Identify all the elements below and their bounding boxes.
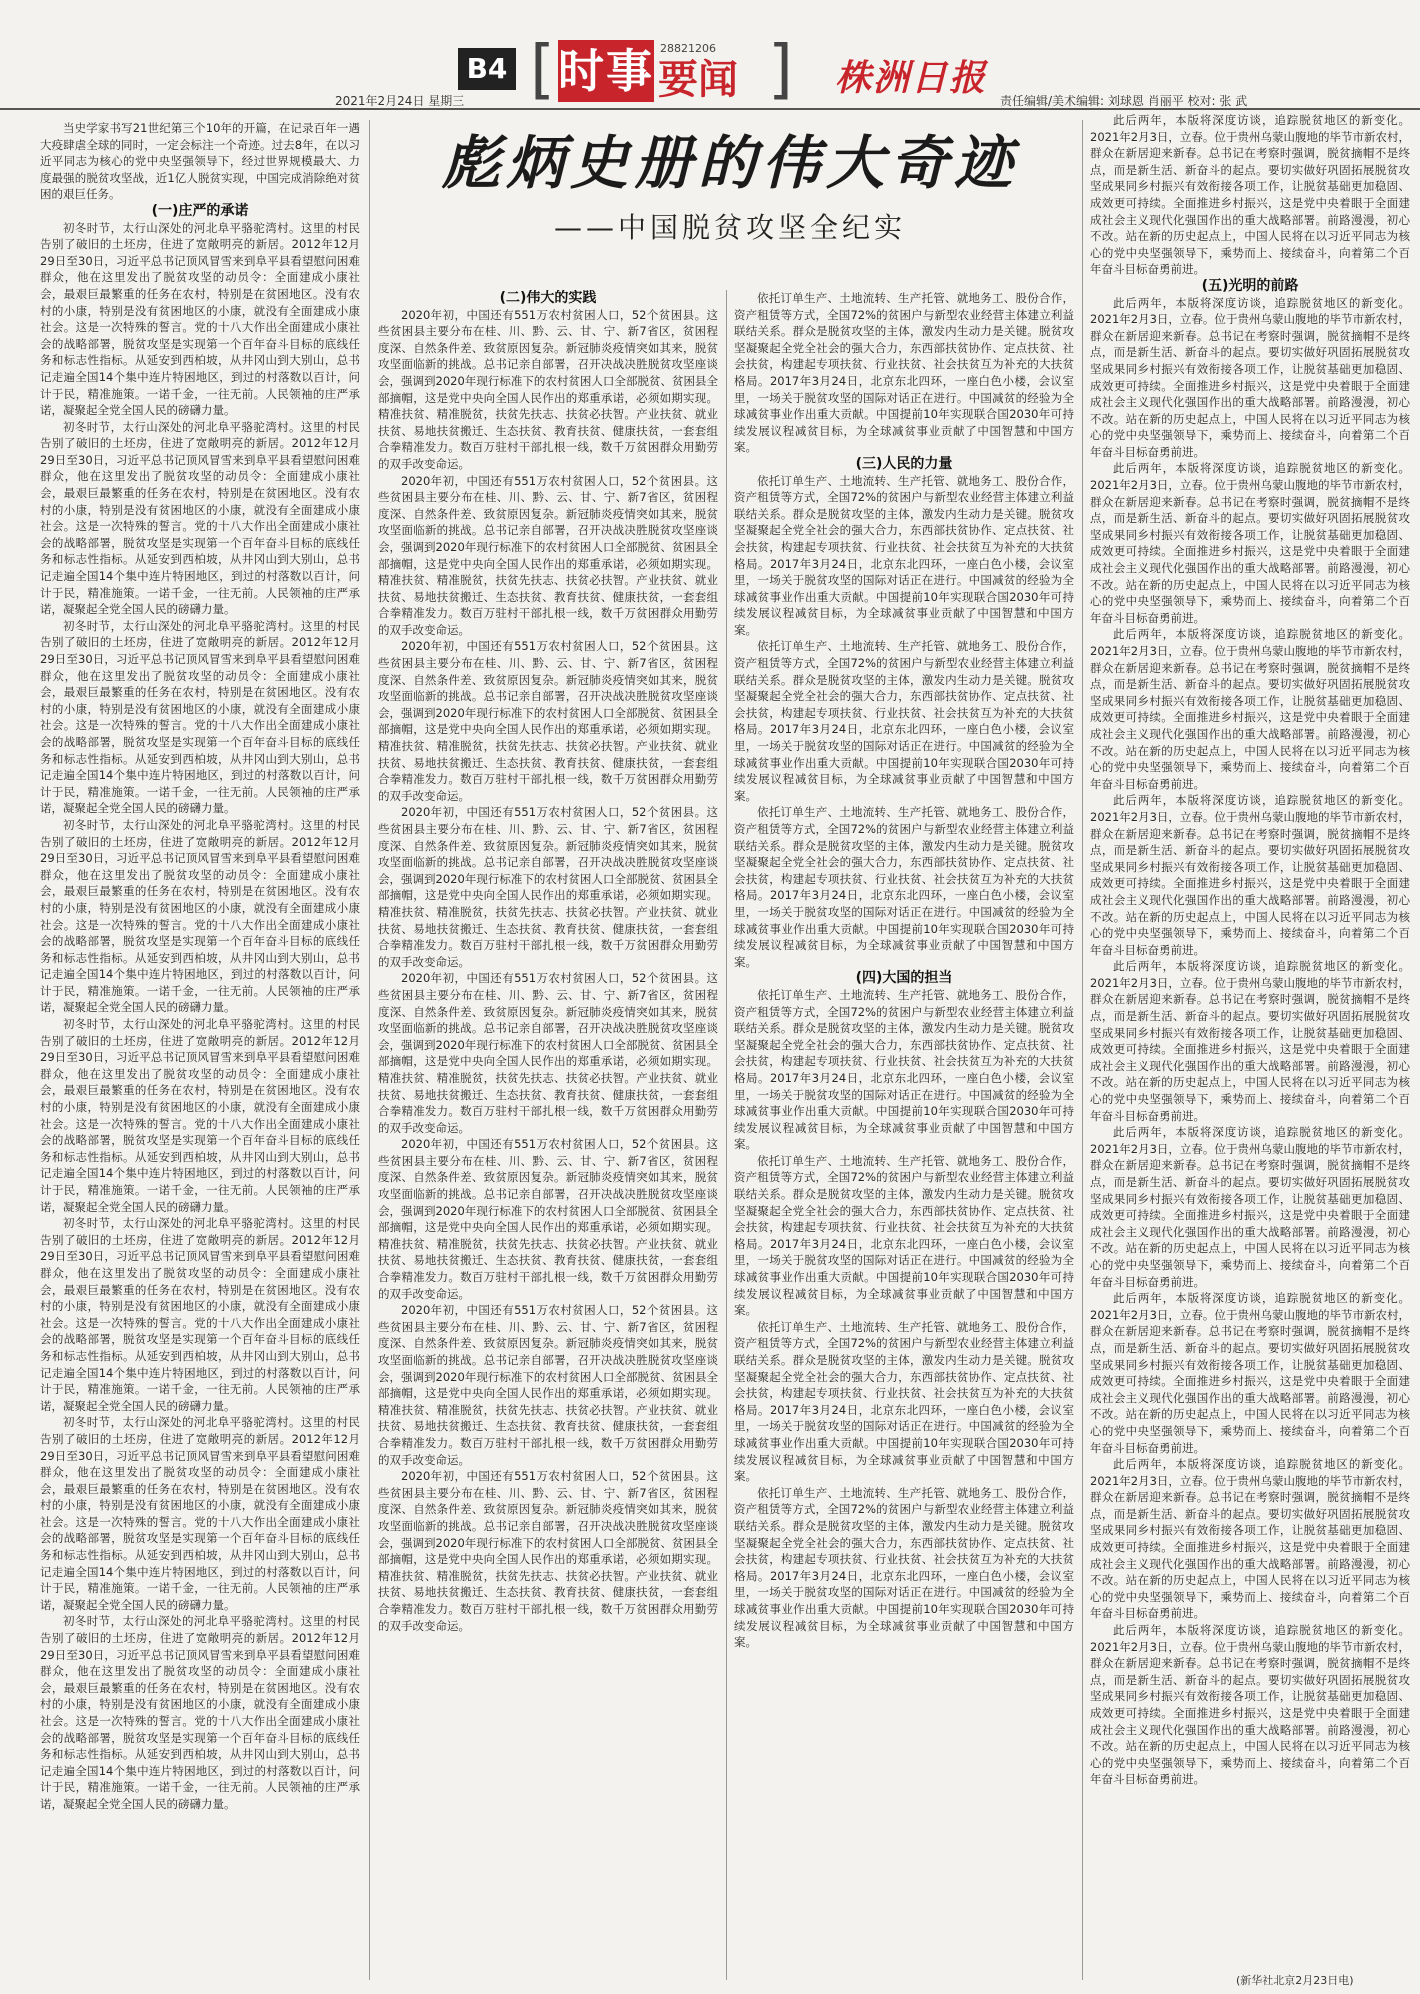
intro-paragraph: 当史学家书写21世纪第三个10年的开篇，在记录百年一遇大疫肆虐全球的同时，一定会标注一个奇迹。过去8年，在以习近平同志为核心的党中央坚强领导下，经过世界规模最大、力度最强的脱贫攻坚战，近1亿人脱贫实现，中国完成消除绝对贫困的艰巨任务。 [40, 121, 360, 202]
byline: (新华社北京2月23日电) [1236, 1974, 1354, 1987]
body-text: 2020年初，中国还有551万农村贫困人口，52个贫困县。这些贫困县主要分布在桂、川、黔、云、甘、宁、新7省区，贫困程度深、自然条件差、致贫原因复杂。新冠肺炎疫情突如其来，脱贫攻坚面临新的挑战。总书记亲自部署，召开决战决胜脱贫攻坚座谈会，强调到2020年现行标准下的农村贫困人口全部脱贫、贫困县全部摘帽，这是党中央向全国人民作出的郑重承诺，必须如期实现。精准扶贫、精准脱贫，扶贫先扶志、扶贫必扶智。产业扶贫、就业扶贫、易地扶贫搬迁、生态扶贫、教育扶贫、健康扶贫，一套套组合拳精准发力。数百万驻村干部扎根一线，数千万贫困群众用勤劳的双手改变命运。 [378, 307, 718, 471]
article-column-1 [40, 120, 360, 1980]
page-number: B4 [458, 48, 516, 90]
body-text: 此后两年，本版将深度访谈，追踪脱贫地区的新变化。2021年2月3日，立春。位于贵州乌蒙山腹地的毕节市新农村，群众在新居迎来新春。总书记在考察时强调，脱贫摘帽不是终点，而是新生活、新奋斗的起点。要切实做好巩固拓展脱贫攻坚成果同乡村振兴有效衔接各项工作，让脱贫基础更加稳固、成效更可持续。全面推进乡村振兴，这是党中央着眼于全面建成社会主义现代化强国作出的重大战略部署。前路漫漫，初心不改。站在新的历史起点上，中国人民将在以习近平同志为核心的党中央坚强领导下，乘势而上、接续奋斗，向着第二个百年奋斗目标奋勇前进。 [1090, 461, 1410, 625]
body-text: 初冬时节，太行山深处的河北阜平骆驼湾村。这里的村民告别了破旧的土坯房，住进了宽敞明亮的新居。2012年12月29日至30日，习近平总书记顶风冒雪来到阜平县看望慰问困难群众，他在这里发出了脱贫攻坚的动员令：全面建成小康社会，最艰巨最繁重的任务在农村，特别是在贫困地区。没有农村的小康，特别是没有贫困地区的小康，就没有全面建成小康社会。这是一次特殊的誓言。党的十八大作出全面建成小康社会的战略部署，脱贫攻坚是实现第一个百年奋斗目标的底线任务和标志性指标。从延安到西柏坡，从井冈山到大别山，总书记走遍全国14个集中连片特困地区，到过的村落数以百计，问计于民，精准施策。一诺千金，一往无前。人民领袖的庄严承诺，凝聚起全党全国人民的磅礴力量。 [40, 419, 360, 617]
column-divider [369, 120, 370, 1980]
body-text: 初冬时节，太行山深处的河北阜平骆驼湾村。这里的村民告别了破旧的土坯房，住进了宽敞明亮的新居。2012年12月29日至30日，习近平总书记顶风冒雪来到阜平县看望慰问困难群众，他在这里发出了脱贫攻坚的动员令：全面建成小康社会，最艰巨最繁重的任务在农村，特别是在贫困地区。没有农村的小康，特别是没有贫困地区的小康，就没有全面建成小康社会。这是一次特殊的誓言。党的十八大作出全面建成小康社会的战略部署，脱贫攻坚是实现第一个百年奋斗目标的底线任务和标志性指标。从延安到西柏坡，从井冈山到大别山，总书记走遍全国14个集中连片特困地区，到过的村落数以百计，问计于民，精准施策。一诺千金，一往无前。人民领袖的庄严承诺，凝聚起全党全国人民的磅礴力量。 [40, 817, 360, 1015]
column-divider [1082, 120, 1083, 1980]
body-text: 初冬时节，太行山深处的河北阜平骆驼湾村。这里的村民告别了破旧的土坯房，住进了宽敞明亮的新居。2012年12月29日至30日，习近平总书记顶风冒雪来到阜平县看望慰问困难群众，他在这里发出了脱贫攻坚的动员令：全面建成小康社会，最艰巨最繁重的任务在农村，特别是在贫困地区。没有农村的小康，特别是没有贫困地区的小康，就没有全面建成小康社会。这是一次特殊的誓言。党的十八大作出全面建成小康社会的战略部署，脱贫攻坚是实现第一个百年奋斗目标的底线任务和标志性指标。从延安到西柏坡，从井冈山到大别山，总书记走遍全国14个集中连片特困地区，到过的村落数以百计，问计于民，精准施策。一诺千金，一往无前。人民领袖的庄严承诺，凝聚起全党全国人民的磅礴力量。 [40, 220, 360, 418]
section-heading-1: (一)庄严的承诺 [151, 202, 249, 219]
body-text: 初冬时节，太行山深处的河北阜平骆驼湾村。这里的村民告别了破旧的土坯房，住进了宽敞明亮的新居。2012年12月29日至30日，习近平总书记顶风冒雪来到阜平县看望慰问困难群众，他在这里发出了脱贫攻坚的动员令：全面建成小康社会，最艰巨最繁重的任务在农村，特别是在贫困地区。没有农村的小康，特别是没有贫困地区的小康，就没有全面建成小康社会。这是一次特殊的誓言。党的十八大作出全面建成小康社会的战略部署，脱贫攻坚是实现第一个百年奋斗目标的底线任务和标志性指标。从延安到西柏坡，从井冈山到大别山，总书记走遍全国14个集中连片特困地区，到过的村落数以百计，问计于民，精准施策。一诺千金，一往无前。人民领袖的庄严承诺，凝聚起全党全国人民的磅礴力量。 [40, 618, 360, 816]
body-text: 此后两年，本版将深度访谈，追踪脱贫地区的新变化。2021年2月3日，立春。位于贵州乌蒙山腹地的毕节市新农村，群众在新居迎来新春。总书记在考察时强调，脱贫摘帽不是终点，而是新生活、新奋斗的起点。要切实做好巩固拓展脱贫攻坚成果同乡村振兴有效衔接各项工作，让脱贫基础更加稳固、成效更可持续。全面推进乡村振兴，这是党中央着眼于全面建成社会主义现代化强国作出的重大战略部署。前路漫漫，初心不改。站在新的历史起点上，中国人民将在以习近平同志为核心的党中央坚强领导下，乘势而上、接续奋斗，向着第二个百年奋斗目标奋勇前进。 [1090, 793, 1410, 957]
section-heading-3: (三)人民的力量 [855, 455, 953, 472]
body-text: 初冬时节，太行山深处的河北阜平骆驼湾村。这里的村民告别了破旧的土坯房，住进了宽敞明亮的新居。2012年12月29日至30日，习近平总书记顶风冒雪来到阜平县看望慰问困难群众，他在这里发出了脱贫攻坚的动员令：全面建成小康社会，最艰巨最繁重的任务在农村，特别是在贫困地区。没有农村的小康，特别是没有贫困地区的小康，就没有全面建成小康社会。这是一次特殊的誓言。党的十八大作出全面建成小康社会的战略部署，脱贫攻坚是实现第一个百年奋斗目标的底线任务和标志性指标。从延安到西柏坡，从井冈山到大别山，总书记走遍全国14个集中连片特困地区，到过的村落数以百计，问计于民，精准施策。一诺千金，一往无前。人民领袖的庄严承诺，凝聚起全党全国人民的磅礴力量。 [40, 1614, 360, 1811]
right-bracket-ornament: ] [768, 33, 793, 107]
body-text: 2020年初，中国还有551万农村贫困人口，52个贫困县。这些贫困县主要分布在桂、川、黔、云、甘、宁、新7省区，贫困程度深、自然条件差、致贫原因复杂。新冠肺炎疫情突如其来，脱贫攻坚面临新的挑战。总书记亲自部署，召开决战决胜脱贫攻坚座谈会，强调到2020年现行标准下的农村贫困人口全部脱贫、贫困县全部摘帽，这是党中央向全国人民作出的郑重承诺，必须如期实现。精准扶贫、精准脱贫，扶贫先扶志、扶贫必扶智。产业扶贫、就业扶贫、易地扶贫搬迁、生态扶贫、教育扶贫、健康扶贫，一套套组合拳精准发力。数百万驻村干部扎根一线，数千万贫困群众用勤劳的双手改变命运。 [378, 473, 718, 637]
body-text: 初冬时节，太行山深处的河北阜平骆驼湾村。这里的村民告别了破旧的土坯房，住进了宽敞明亮的新居。2012年12月29日至30日，习近平总书记顶风冒雪来到阜平县看望慰问困难群众，他在这里发出了脱贫攻坚的动员令：全面建成小康社会，最艰巨最繁重的任务在农村，特别是在贫困地区。没有农村的小康，特别是没有贫困地区的小康，就没有全面建成小康社会。这是一次特殊的誓言。党的十八大作出全面建成小康社会的战略部署，脱贫攻坚是实现第一个百年奋斗目标的底线任务和标志性指标。从延安到西柏坡，从井冈山到大别山，总书记走遍全国14个集中连片特困地区，到过的村落数以百计，问计于民，精准施策。一诺千金，一往无前。人民领袖的庄严承诺，凝聚起全党全国人民的磅礴力量。 [40, 1415, 360, 1612]
body-text: 此后两年，本版将深度访谈，追踪脱贫地区的新变化。2021年2月3日，立春。位于贵州乌蒙山腹地的毕节市新农村，群众在新居迎来新春。总书记在考察时强调，脱贫摘帽不是终点，而是新生活、新奋斗的起点。要切实做好巩固拓展脱贫攻坚成果同乡村振兴有效衔接各项工作，让脱贫基础更加稳固、成效更可持续。全面推进乡村振兴，这是党中央着眼于全面建成社会主义现代化强国作出的重大战略部署。前路漫漫，初心不改。站在新的历史起点上，中国人民将在以习近平同志为核心的党中央坚强领导下，乘势而上、接续奋斗，向着第二个百年奋斗目标奋勇前进。 [1090, 627, 1410, 791]
section-phone: 28821206 [660, 42, 716, 55]
article-column-4 [1090, 112, 1410, 1980]
body-text: 2020年初，中国还有551万农村贫困人口，52个贫困县。这些贫困县主要分布在桂、川、黔、云、甘、宁、新7省区，贫困程度深、自然条件差、致贫原因复杂。新冠肺炎疫情突如其来，脱贫攻坚面临新的挑战。总书记亲自部署，召开决战决胜脱贫攻坚座谈会，强调到2020年现行标准下的农村贫困人口全部脱贫、贫困县全部摘帽，这是党中央向全国人民作出的郑重承诺，必须如期实现。精准扶贫、精准脱贫，扶贫先扶志、扶贫必扶智。产业扶贫、就业扶贫、易地扶贫搬迁、生态扶贫、教育扶贫、健康扶贫，一套套组合拳精准发力。数百万驻村干部扎根一线，数千万贫困群众用勤劳的双手改变命运。 [378, 805, 718, 969]
body-text: 此后两年，本版将深度访谈，追踪脱贫地区的新变化。2021年2月3日，立春。位于贵州乌蒙山腹地的毕节市新农村，群众在新居迎来新春。总书记在考察时强调，脱贫摘帽不是终点，而是新生活、新奋斗的起点。要切实做好巩固拓展脱贫攻坚成果同乡村振兴有效衔接各项工作，让脱贫基础更加稳固、成效更可持续。全面推进乡村振兴，这是党中央着眼于全面建成社会主义现代化强国作出的重大战略部署。前路漫漫，初心不改。站在新的历史起点上，中国人民将在以习近平同志为核心的党中央坚强领导下，乘势而上、接续奋斗，向着第二个百年奋斗目标奋勇前进。 [1090, 1457, 1410, 1621]
body-text: 依托订单生产、土地流转、生产托管、就地务工、股份合作，资产租赁等方式，全国72%的贫困户与新型农业经营主体建立利益联结关系。群众是脱贫攻坚的主体，激发内生动力是关键。脱贫攻坚凝聚起全党全社会的强大合力，东西部扶贫协作、定点扶贫、社会扶贫，构建起专项扶贫、行业扶贫、社会扶贫互为补充的大扶贫格局。2017年3月24日，北京东北四环，一座白色小楼，会议室里，一场关于脱贫攻坚的国际对话正在进行。中国减贫的经验为全球减贫事业作出重大贡献。中国提前10年实现联合国2030年可持续发展议程减贫目标，为全球减贫事业贡献了中国智慧和中国方案。 [734, 1485, 1074, 1650]
body-text: 2020年初，中国还有551万农村贫困人口，52个贫困县。这些贫困县主要分布在桂、川、黔、云、甘、宁、新7省区，贫困程度深、自然条件差、致贫原因复杂。新冠肺炎疫情突如其来，脱贫攻坚面临新的挑战。总书记亲自部署，召开决战决胜脱贫攻坚座谈会，强调到2020年现行标准下的农村贫困人口全部脱贫、贫困县全部摘帽，这是党中央向全国人民作出的郑重承诺，必须如期实现。精准扶贫、精准脱贫，扶贫先扶志、扶贫必扶智。产业扶贫、就业扶贫、易地扶贫搬迁、生态扶贫、教育扶贫、健康扶贫，一套套组合拳精准发力。数百万驻村干部扎根一线，数千万贫困群众用勤劳的双手改变命运。 [378, 639, 718, 803]
body-text: 此后两年，本版将深度访谈，追踪脱贫地区的新变化。2021年2月3日，立春。位于贵州乌蒙山腹地的毕节市新农村，群众在新居迎来新春。总书记在考察时强调，脱贫摘帽不是终点，而是新生活、新奋斗的起点。要切实做好巩固拓展脱贫攻坚成果同乡村振兴有效衔接各项工作，让脱贫基础更加稳固、成效更可持续。全面推进乡村振兴，这是党中央着眼于全面建成社会主义现代化强国作出的重大战略部署。前路漫漫，初心不改。站在新的历史起点上，中国人民将在以习近平同志为核心的党中央坚强领导下，乘势而上、接续奋斗，向着第二个百年奋斗目标奋勇前进。 [1090, 959, 1410, 1123]
editor-credits: 责任编辑/美术编辑: 刘球恩 肖丽平 校对: 张 武 [1000, 94, 1248, 108]
section-subname: 要闻 [658, 57, 738, 103]
masthead-rule [0, 108, 1420, 110]
section-name: 时事 [558, 40, 654, 102]
body-text: 2020年初，中国还有551万农村贫困人口，52个贫困县。这些贫困县主要分布在桂、川、黔、云、甘、宁、新7省区，贫困程度深、自然条件差、致贫原因复杂。新冠肺炎疫情突如其来，脱贫攻坚面临新的挑战。总书记亲自部署，召开决战决胜脱贫攻坚座谈会，强调到2020年现行标准下的农村贫困人口全部脱贫、贫困县全部摘帽，这是党中央向全国人民作出的郑重承诺，必须如期实现。精准扶贫、精准脱贫，扶贫先扶志、扶贫必扶智。产业扶贫、就业扶贫、易地扶贫搬迁、生态扶贫、教育扶贫、健康扶贫，一套套组合拳精准发力。数百万驻村干部扎根一线，数千万贫困群众用勤劳的双手改变命运。 [378, 1137, 718, 1301]
body-text: 依托订单生产、土地流转、生产托管、就地务工、股份合作，资产租赁等方式，全国72%的贫困户与新型农业经营主体建立利益联结关系。群众是脱贫攻坚的主体，激发内生动力是关键。脱贫攻坚凝聚起全党全社会的强大合力，东西部扶贫协作、定点扶贫、社会扶贫，构建起专项扶贫、行业扶贫、社会扶贫互为补充的大扶贫格局。2017年3月24日，北京东北四环，一座白色小楼，会议室里，一场关于脱贫攻坚的国际对话正在进行。中国减贫的经验为全球减贫事业作出重大贡献。中国提前10年实现联合国2030年可持续发展议程减贫目标，为全球减贫事业贡献了中国智慧和中国方案。 [734, 473, 1074, 637]
body-text: 依托订单生产、土地流转、生产托管、就地务工、股份合作，资产租赁等方式，全国72%的贫困户与新型农业经营主体建立利益联结关系。群众是脱贫攻坚的主体，激发内生动力是关键。脱贫攻坚凝聚起全党全社会的强大合力，东西部扶贫协作、定点扶贫、社会扶贫，构建起专项扶贫、行业扶贫、社会扶贫互为补充的大扶贫格局。2017年3月24日，北京东北四环，一座白色小楼，会议室里，一场关于脱贫攻坚的国际对话正在进行。中国减贫的经验为全球减贫事业作出重大贡献。中国提前10年实现联合国2030年可持续发展议程减贫目标，为全球减贫事业贡献了中国智慧和中国方案。 [734, 805, 1074, 969]
section-heading-2: (二)伟大的实践 [499, 290, 597, 306]
column-divider [726, 290, 727, 1980]
body-text: 此后两年，本版将深度访谈，追踪脱贫地区的新变化。2021年2月3日，立春。位于贵州乌蒙山腹地的毕节市新农村，群众在新居迎来新春。总书记在考察时强调，脱贫摘帽不是终点，而是新生活、新奋斗的起点。要切实做好巩固拓展脱贫攻坚成果同乡村振兴有效衔接各项工作，让脱贫基础更加稳固、成效更可持续。全面推进乡村振兴，这是党中央着眼于全面建成社会主义现代化强国作出的重大战略部署。前路漫漫，初心不改。站在新的历史起点上，中国人民将在以习近平同志为核心的党中央坚强领导下，乘势而上、接续奋斗，向着第二个百年奋斗目标奋勇前进。 [1090, 295, 1410, 459]
body-text: 依托订单生产、土地流转、生产托管、就地务工、股份合作，资产租赁等方式，全国72%的贫困户与新型农业经营主体建立利益联结关系。群众是脱贫攻坚的主体，激发内生动力是关键。脱贫攻坚凝聚起全党全社会的强大合力，东西部扶贫协作、定点扶贫、社会扶贫，构建起专项扶贫、行业扶贫、社会扶贫互为补充的大扶贫格局。2017年3月24日，北京东北四环，一座白色小楼，会议室里，一场关于脱贫攻坚的国际对话正在进行。中国减贫的经验为全球减贫事业作出重大贡献。中国提前10年实现联合国2030年可持续发展议程减贫目标，为全球减贫事业贡献了中国智慧和中国方案。 [734, 1153, 1074, 1318]
body-text: 此后两年，本版将深度访谈，追踪脱贫地区的新变化。2021年2月3日，立春。位于贵州乌蒙山腹地的毕节市新农村，群众在新居迎来新春。总书记在考察时强调，脱贫摘帽不是终点，而是新生活、新奋斗的起点。要切实做好巩固拓展脱贫攻坚成果同乡村振兴有效衔接各项工作，让脱贫基础更加稳固、成效更可持续。全面推进乡村振兴，这是党中央着眼于全面建成社会主义现代化强国作出的重大战略部署。前路漫漫，初心不改。站在新的历史起点上，中国人民将在以习近平同志为核心的党中央坚强领导下，乘势而上、接续奋斗，向着第二个百年奋斗目标奋勇前进。 [1090, 1623, 1410, 1787]
body-text: 此后两年，本版将深度访谈，追踪脱贫地区的新变化。2021年2月3日，立春。位于贵州乌蒙山腹地的毕节市新农村，群众在新居迎来新春。总书记在考察时强调，脱贫摘帽不是终点，而是新生活、新奋斗的起点。要切实做好巩固拓展脱贫攻坚成果同乡村振兴有效衔接各项工作，让脱贫基础更加稳固、成效更可持续。全面推进乡村振兴，这是党中央着眼于全面建成社会主义现代化强国作出的重大战略部署。前路漫漫，初心不改。站在新的历史起点上，中国人民将在以习近平同志为核心的党中央坚强领导下，乘势而上、接续奋斗，向着第二个百年奋斗目标奋勇前进。 [1090, 1291, 1410, 1455]
masthead [0, 0, 1420, 110]
article-column-2 [378, 290, 718, 1980]
body-text: 初冬时节，太行山深处的河北阜平骆驼湾村。这里的村民告别了破旧的土坯房，住进了宽敞明亮的新居。2012年12月29日至30日，习近平总书记顶风冒雪来到阜平县看望慰问困难群众，他在这里发出了脱贫攻坚的动员令：全面建成小康社会，最艰巨最繁重的任务在农村，特别是在贫困地区。没有农村的小康，特别是没有贫困地区的小康，就没有全面建成小康社会。这是一次特殊的誓言。党的十八大作出全面建成小康社会的战略部署，脱贫攻坚是实现第一个百年奋斗目标的底线任务和标志性指标。从延安到西柏坡，从井冈山到大别山，总书记走遍全国14个集中连片特困地区，到过的村落数以百计，问计于民，精准施策。一诺千金，一往无前。人民领袖的庄严承诺，凝聚起全党全国人民的磅礴力量。 [40, 1017, 360, 1214]
body-text: 2020年初，中国还有551万农村贫困人口，52个贫困县。这些贫困县主要分布在桂、川、黔、云、甘、宁、新7省区，贫困程度深、自然条件差、致贫原因复杂。新冠肺炎疫情突如其来，脱贫攻坚面临新的挑战。总书记亲自部署，召开决战决胜脱贫攻坚座谈会，强调到2020年现行标准下的农村贫困人口全部脱贫、贫困县全部摘帽，这是党中央向全国人民作出的郑重承诺，必须如期实现。精准扶贫、精准脱贫，扶贫先扶志、扶贫必扶智。产业扶贫、就业扶贫、易地扶贫搬迁、生态扶贫、教育扶贫、健康扶贫，一套套组合拳精准发力。数百万驻村干部扎根一线，数千万贫困群众用勤劳的双手改变命运。 [378, 1469, 718, 1633]
headline-block [400, 112, 1060, 246]
left-bracket-ornament: [ [530, 33, 555, 107]
article-column-3 [734, 290, 1074, 1980]
body-text: 依托订单生产、土地流转、生产托管、就地务工、股份合作，资产租赁等方式，全国72%的贫困户与新型农业经营主体建立利益联结关系。群众是脱贫攻坚的主体，激发内生动力是关键。脱贫攻坚凝聚起全党全社会的强大合力，东西部扶贫协作、定点扶贫、社会扶贫，构建起专项扶贫、行业扶贫、社会扶贫互为补充的大扶贫格局。2017年3月24日，北京东北四环，一座白色小楼，会议室里，一场关于脱贫攻坚的国际对话正在进行。中国减贫的经验为全球减贫事业作出重大贡献。中国提前10年实现联合国2030年可持续发展议程减贫目标，为全球减贫事业贡献了中国智慧和中国方案。 [734, 1319, 1074, 1484]
section-heading-4: (四)大国的担当 [855, 970, 953, 987]
body-text: 2020年初，中国还有551万农村贫困人口，52个贫困县。这些贫困县主要分布在桂、川、黔、云、甘、宁、新7省区，贫困程度深、自然条件差、致贫原因复杂。新冠肺炎疫情突如其来，脱贫攻坚面临新的挑战。总书记亲自部署，召开决战决胜脱贫攻坚座谈会，强调到2020年现行标准下的农村贫困人口全部脱贫、贫困县全部摘帽，这是党中央向全国人民作出的郑重承诺，必须如期实现。精准扶贫、精准脱贫，扶贫先扶志、扶贫必扶智。产业扶贫、就业扶贫、易地扶贫搬迁、生态扶贫、教育扶贫、健康扶贫，一套套组合拳精准发力。数百万驻村干部扎根一线，数千万贫困群众用勤劳的双手改变命运。 [378, 971, 718, 1135]
body-text: 依托订单生产、土地流转、生产托管、就地务工、股份合作，资产租赁等方式，全国72%的贫困户与新型农业经营主体建立利益联结关系。群众是脱贫攻坚的主体，激发内生动力是关键。脱贫攻坚凝聚起全党全社会的强大合力，东西部扶贫协作、定点扶贫、社会扶贫，构建起专项扶贫、行业扶贫、社会扶贫互为补充的大扶贫格局。2017年3月24日，北京东北四环，一座白色小楼，会议室里，一场关于脱贫攻坚的国际对话正在进行。中国减贫的经验为全球减贫事业作出重大贡献。中国提前10年实现联合国2030年可持续发展议程减贫目标，为全球减贫事业贡献了中国智慧和中国方案。 [734, 291, 1074, 455]
subheadline: ——中国脱贫攻坚全纪实 [553, 211, 906, 244]
section-heading-5: (五)光明的前路 [1201, 277, 1299, 294]
body-text: 此后两年，本版将深度访谈，追踪脱贫地区的新变化。2021年2月3日，立春。位于贵州乌蒙山腹地的毕节市新农村，群众在新居迎来新春。总书记在考察时强调，脱贫摘帽不是终点，而是新生活、新奋斗的起点。要切实做好巩固拓展脱贫攻坚成果同乡村振兴有效衔接各项工作，让脱贫基础更加稳固、成效更可持续。全面推进乡村振兴，这是党中央着眼于全面建成社会主义现代化强国作出的重大战略部署。前路漫漫，初心不改。站在新的历史起点上，中国人民将在以习近平同志为核心的党中央坚强领导下，乘势而上、接续奋斗，向着第二个百年奋斗目标奋勇前进。 [1090, 1125, 1410, 1289]
dateline: 2021年2月24日 星期三 [335, 94, 465, 108]
newspaper-logo: 株洲日报 [835, 57, 988, 99]
body-text: 初冬时节，太行山深处的河北阜平骆驼湾村。这里的村民告别了破旧的土坯房，住进了宽敞明亮的新居。2012年12月29日至30日，习近平总书记顶风冒雪来到阜平县看望慰问困难群众，他在这里发出了脱贫攻坚的动员令：全面建成小康社会，最艰巨最繁重的任务在农村，特别是在贫困地区。没有农村的小康，特别是没有贫困地区的小康，就没有全面建成小康社会。这是一次特殊的誓言。党的十八大作出全面建成小康社会的战略部署，脱贫攻坚是实现第一个百年奋斗目标的底线任务和标志性指标。从延安到西柏坡，从井冈山到大别山，总书记走遍全国14个集中连片特困地区，到过的村落数以百计，问计于民，精准施策。一诺千金，一往无前。人民领袖的庄严承诺，凝聚起全党全国人民的磅礴力量。 [40, 1216, 360, 1413]
body-text: 依托订单生产、土地流转、生产托管、就地务工、股份合作，资产租赁等方式，全国72%的贫困户与新型农业经营主体建立利益联结关系。群众是脱贫攻坚的主体，激发内生动力是关键。脱贫攻坚凝聚起全党全社会的强大合力，东西部扶贫协作、定点扶贫、社会扶贫，构建起专项扶贫、行业扶贫、社会扶贫互为补充的大扶贫格局。2017年3月24日，北京东北四环，一座白色小楼，会议室里，一场关于脱贫攻坚的国际对话正在进行。中国减贫的经验为全球减贫事业作出重大贡献。中国提前10年实现联合国2030年可持续发展议程减贫目标，为全球减贫事业贡献了中国智慧和中国方案。 [734, 987, 1074, 1152]
body-text: 依托订单生产、土地流转、生产托管、就地务工、股份合作，资产租赁等方式，全国72%的贫困户与新型农业经营主体建立利益联结关系。群众是脱贫攻坚的主体，激发内生动力是关键。脱贫攻坚凝聚起全党全社会的强大合力，东西部扶贫协作、定点扶贫、社会扶贫，构建起专项扶贫、行业扶贫、社会扶贫互为补充的大扶贫格局。2017年3月24日，北京东北四环，一座白色小楼，会议室里，一场关于脱贫攻坚的国际对话正在进行。中国减贫的经验为全球减贫事业作出重大贡献。中国提前10年实现联合国2030年可持续发展议程减贫目标，为全球减贫事业贡献了中国智慧和中国方案。 [734, 639, 1074, 803]
body-text: 2020年初，中国还有551万农村贫困人口，52个贫困县。这些贫困县主要分布在桂、川、黔、云、甘、宁、新7省区，贫困程度深、自然条件差、致贫原因复杂。新冠肺炎疫情突如其来，脱贫攻坚面临新的挑战。总书记亲自部署，召开决战决胜脱贫攻坚座谈会，强调到2020年现行标准下的农村贫困人口全部脱贫、贫困县全部摘帽，这是党中央向全国人民作出的郑重承诺，必须如期实现。精准扶贫、精准脱贫，扶贫先扶志、扶贫必扶智。产业扶贫、就业扶贫、易地扶贫搬迁、生态扶贫、教育扶贫、健康扶贫，一套套组合拳精准发力。数百万驻村干部扎根一线，数千万贫困群众用勤劳的双手改变命运。 [378, 1303, 718, 1467]
body-text: 此后两年，本版将深度访谈，追踪脱贫地区的新变化。2021年2月3日，立春。位于贵州乌蒙山腹地的毕节市新农村，群众在新居迎来新春。总书记在考察时强调，脱贫摘帽不是终点，而是新生活、新奋斗的起点。要切实做好巩固拓展脱贫攻坚成果同乡村振兴有效衔接各项工作，让脱贫基础更加稳固、成效更可持续。全面推进乡村振兴，这是党中央着眼于全面建成社会主义现代化强国作出的重大战略部署。前路漫漫，初心不改。站在新的历史起点上，中国人民将在以习近平同志为核心的党中央坚强领导下，乘势而上、接续奋斗，向着第二个百年奋斗目标奋勇前进。 [1090, 113, 1410, 277]
headline: 彪炳史册的伟大奇迹 [441, 129, 1018, 197]
